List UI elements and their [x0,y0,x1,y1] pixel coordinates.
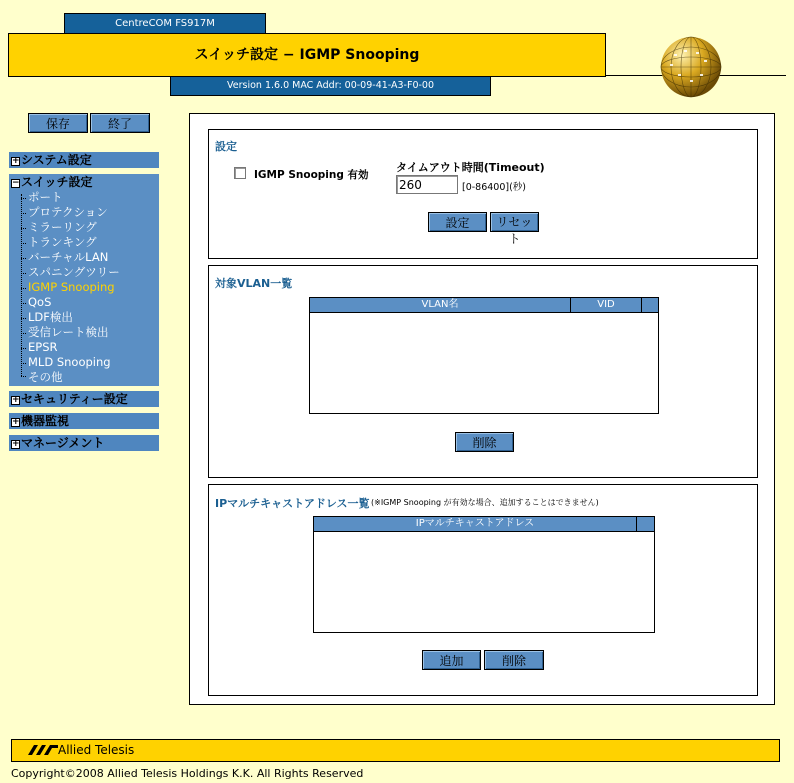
menu-label: セキュリティー設定 [21,392,128,406]
menu-label: マネージメント [21,436,105,450]
menu-label: システム設定 [21,153,92,167]
end-button[interactable]: 終了 [90,113,150,133]
expand-plus-icon: + [12,439,20,449]
settings-section [208,129,758,259]
sidebar-item-mirroring[interactable]: ミラーリング [28,220,97,234]
allied-telesis-logo-icon [28,745,58,755]
menu-label: スイッチ設定 [21,175,93,189]
column-vlan-name[interactable]: VLAN名 [421,299,459,310]
collapse-minus-icon: − [12,178,20,188]
vlan-delete-button[interactable]: 削除 [455,432,514,452]
expand-plus-icon: + [12,395,20,405]
tree-branch [21,273,26,274]
expand-plus-icon: + [12,417,20,427]
tree-branch [21,333,26,334]
expand-plus-icon: + [12,156,20,166]
timeout-input[interactable] [396,175,458,194]
tree-branch [21,288,26,289]
allied-telesis-logo [28,743,134,757]
column-divider [641,298,642,313]
vlan-table[interactable] [309,297,659,414]
multicast-add-button[interactable]: 追加 [422,650,481,670]
tree-branch [21,228,26,229]
multicast-note: (※IGMP Snooping が有効な場合、追加することはできません) [371,498,599,507]
version-info: Version 1.6.0 MAC Addr: 00-09-41-A3-F0-00 [170,76,491,96]
settings-title: 設定 [215,140,237,153]
tree-branch [21,348,26,349]
tree-branch [21,363,26,364]
menu-management[interactable] [9,435,159,451]
multicast-section-title: IPマルチキャストアドレス一覧 [215,497,370,510]
save-button[interactable]: 保存 [28,113,88,133]
sidebar-item-rx-rate[interactable]: 受信レート検出 [28,325,109,339]
sidebar-item-protection[interactable]: プロテクション [28,205,108,219]
menu-device-monitor[interactable] [9,413,159,429]
multicast-table-header [314,517,654,532]
tree-branch [21,258,26,259]
vlan-table-header [310,298,658,313]
sidebar-item-trunking[interactable]: トランキング [28,235,97,249]
column-multicast-address[interactable]: IPマルチキャストアドレス [415,518,535,529]
sidebar-item-mld-snooping[interactable]: MLD Snooping [28,355,111,369]
sidebar-item-port[interactable]: ポート [28,190,63,204]
tree-branch [21,213,26,214]
model-name-tab: CentreCOM FS917M [64,13,266,34]
tree-branch [21,243,26,244]
menu-label: 機器監視 [21,414,70,428]
tree-branch [21,318,26,319]
column-vid[interactable]: VID [597,299,615,310]
set-button[interactable]: 設定 [428,212,487,232]
sidebar-item-spanning-tree[interactable]: スパニングツリー [28,265,120,279]
tree-branch [21,376,26,377]
main-content [189,113,775,705]
timeout-range: [0-86400](秒) [462,182,527,193]
brand-text: Allied Telesis [58,743,135,757]
switch-settings-menu [9,174,159,386]
timeout-label: タイムアウト時間(Timeout) [396,161,545,174]
reset-button[interactable]: リセット [490,212,539,232]
column-divider [636,517,637,532]
sidebar-item-qos[interactable]: QoS [28,295,52,309]
copyright-text: Copyright©2008 Allied Telesis Holdings K.K. All Rights Reserved [11,767,364,780]
page-title: スイッチ設定 − IGMP Snooping [8,33,606,77]
tree-branch [21,198,26,199]
sidebar-item-virtual-lan[interactable]: バーチャルLAN [28,250,109,264]
menu-switch-settings[interactable] [9,174,159,190]
multicast-delete-button[interactable]: 削除 [484,650,544,670]
sidebar-item-epsr[interactable]: EPSR [28,340,58,354]
igmp-enable-checkbox[interactable] [234,167,246,179]
sidebar-item-igmp-snooping[interactable]: IGMP Snooping [28,280,115,294]
sidebar-item-ldf[interactable]: LDF検出 [28,310,73,324]
menu-system-settings[interactable] [9,152,159,168]
igmp-enable-label: IGMP Snooping 有効 [254,169,369,181]
tree-branch [21,303,26,304]
multicast-table[interactable] [313,516,655,633]
multicast-section [208,484,758,696]
menu-security-settings[interactable] [9,391,159,407]
sidebar-item-other[interactable]: その他 [28,370,63,384]
globe-logo-icon [660,36,722,98]
vlan-section [208,265,758,478]
footer-bar [11,739,780,762]
vlan-section-title: 対象VLAN一覧 [215,277,293,290]
